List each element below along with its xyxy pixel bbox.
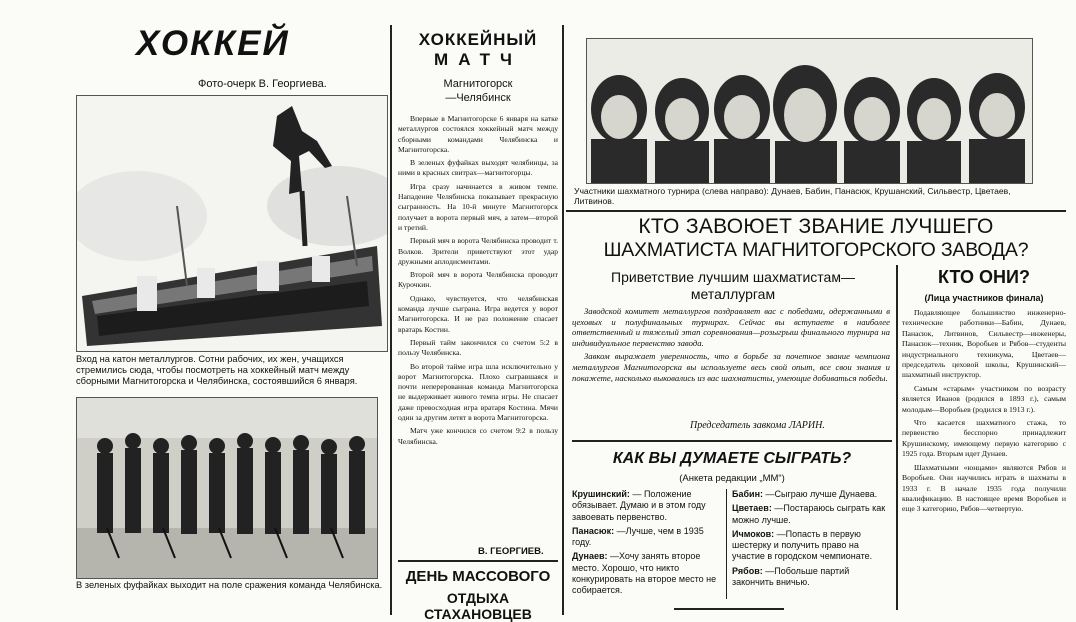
match-paragraph: Первый мяч в ворота Челябинска проводит т. Волков. Зрители приветствуют этот удар дружными аплодисментами. bbox=[398, 236, 558, 266]
survey-right-column bbox=[732, 489, 890, 607]
who-paragraph: Шахматными «юнцами» являются Рябов и Воробьев. Они научились играть в шахматы в 1933 г. В начале 1935 года получили квалификацию. В настоящее время Воробьев и еще 3 категорию, Рябов—четвертую. bbox=[902, 462, 1066, 514]
right-top-rule bbox=[566, 210, 1066, 212]
match-title-line1: ХОККЕЙНЫЙ bbox=[418, 30, 538, 49]
greeting-signature: Председатель завкома ЛАРИН. bbox=[690, 420, 825, 431]
match-paragraph: Во второй тайме игра шла исключительно у ворот Магнитогорска. Плохо сыгравшаяся и почти неперерованная команда Магнитогорска не выдерживает живого темпа игры. Не спасает даже превосходная игра вратаря Костина. Мячи один за другим летят в ворота Магнитогорска. bbox=[398, 361, 558, 423]
survey-answer: Крушинский: — Положение обязывает. Думаю и в этом году завоевать первенство. bbox=[572, 489, 706, 522]
greeting-headline-line1: Приветствие лучшим шахматистам— bbox=[611, 269, 855, 285]
match-paragraph: Однако, чувствуется, что челябинская команда лучше сыграна. Игра ведется у ворот Магнитогорска. И не раз положение спасает вратарь Костин. bbox=[398, 293, 558, 334]
survey-bottom-rule bbox=[674, 608, 784, 610]
survey-answer: Бабин: —Сыграю лучше Дунаева. bbox=[732, 489, 878, 499]
team-photo-caption: В зеленых фуфайках выходит на поле сражения команда Челябинска. bbox=[76, 580, 383, 590]
hockey-byline: Фото-очерк В. Георгиева. bbox=[198, 78, 327, 90]
survey-answer: Панасюк: —Лучше, чем в 1935 году. bbox=[572, 525, 704, 548]
match-paragraph: Первый тайм закончился со счетом 5:2 в пользу Челябинска. bbox=[398, 337, 558, 358]
chess-players-photo bbox=[586, 38, 1033, 184]
match-subtitle-line1: Магнитогорск bbox=[443, 78, 513, 90]
greeting-paragraph: Завком выражает уверенность, что в борьбе за почетное звание чемпиона металлургов Магнитогорска вы используете весь свой опыт, все свои знания и покажете, насколько выковались из вас шахматисты, умеющие добиваться победы. bbox=[572, 351, 890, 383]
chess-headline-line2: ШАХМАТИСТА МАГНИТОГОРСКОГО ЗАВОДА? bbox=[603, 239, 1029, 261]
match-subtitle-line2: —Челябинск bbox=[445, 92, 511, 104]
survey-answer: Ичмоков: —Попасть в первую шестерку и получить право на участие в городском чемпионате. bbox=[732, 528, 873, 562]
who-article bbox=[902, 308, 1066, 608]
column-rule-3 bbox=[896, 265, 898, 610]
survey-left-column bbox=[572, 489, 722, 607]
middle-rule bbox=[398, 560, 558, 562]
hockey-title: ХОККЕЙ bbox=[136, 24, 290, 63]
team-photo bbox=[76, 397, 378, 579]
survey-answer: Рябов: —Побольше партий закончить вничью. bbox=[732, 565, 850, 588]
greeting-paragraph: Заводской комитет металлургов поздравляет вас с победами, одержанными в цеховых и полуфинальных турнирах. Сейчас вы вступаете в наиболее ответственный и тяжелый этап соревнования—розыгрыш финального турнира на индивидуальное первенство завода. bbox=[572, 306, 890, 348]
survey-headline: КАК ВЫ ДУМАЕТЕ СЫГРАТЬ? bbox=[612, 450, 852, 467]
greeting-headline-line2: металлургам bbox=[690, 286, 776, 302]
column-rule-2 bbox=[562, 25, 564, 615]
match-paragraph: Игра сразу начинается в живом темпе. Нападение Челябинска показывает прекрасную сыгранность. На 10-й минуте Магнитогорск получает в ворота первый мяч, а затем—второй и третий. bbox=[398, 181, 558, 232]
column-rule-1 bbox=[390, 25, 392, 615]
match-paragraph: Матч уже кончился со счетом 9:2 в пользу Челябинска. bbox=[398, 426, 558, 446]
chess-photo-caption: Участники шахматного турнира (слева направо): Дунаев, Бабин, Панасюк, Крушанский, Сильвестр, Цветаев, Литвинов. bbox=[574, 186, 1011, 206]
match-paragraph: В зеленых фуфайках выходят челябинцы, за ними в красных свитрах—магнитогорцы. bbox=[398, 158, 558, 178]
rest-day-headline-line1: ДЕНЬ МАССОВОГО bbox=[405, 568, 551, 585]
who-paragraph: Подавляющее большинство инженерно-технические работники—Бабин, Дунаев, Панасюк, Литвинов, Сильвестр—инженеры, Панасюк—техник, Воробьев и Рябов—студенты индустриального техникума, Цветаев—председатель цеховой школы, Крушинский—шахматный инструктор. bbox=[902, 308, 1066, 380]
survey-answer: Дунаев: —Хочу занять второе место. Хорошо, что никто конкурировать на второе место не собирается. bbox=[572, 551, 717, 596]
match-paragraph: Впервые в Магнитогорске 6 января на катке металлургов состоялся хоккейный матч между сборными командами Челябинска и Магнитогорска. bbox=[398, 114, 558, 154]
greeting-text bbox=[572, 306, 890, 416]
match-article bbox=[398, 114, 558, 544]
survey-divider bbox=[726, 489, 727, 599]
stadium-gate-photo bbox=[76, 95, 388, 352]
who-paragraph: Самым «старым» участником по возрасту является Иванов (родился в 1893 г.), самым молодым—Воробьев (родился в 1913 г.). bbox=[902, 383, 1066, 414]
chess-headline-line1: КТО ЗАВОЮЕТ ЗВАНИЕ ЛУЧШЕГО bbox=[638, 215, 994, 238]
match-signature: В. ГЕОРГИЕВ. bbox=[478, 546, 544, 557]
who-headline: КТО ОНИ? bbox=[938, 267, 1030, 287]
survey-answer: Цветаев: —Постараюсь сыграть как можно лучше. bbox=[732, 503, 886, 525]
survey-subheadline: (Анкета редакции „ММ“) bbox=[679, 473, 785, 484]
match-title-line2: МАТЧ bbox=[434, 50, 522, 69]
who-paragraph: Что касается шахматного стажа, то первенство бесспорно принадлежит Крушинскому, имеющему первую категорию с 1925 года. Вторым идет Дунаев. bbox=[902, 418, 1066, 459]
survey-rule bbox=[572, 440, 892, 442]
stadium-gate-caption: Вход на катон металлургов. Сотни рабочих, их жен, учащихся стремились сюда, чтобы посмотреть на хоккейный матч между сборными Магнитогорска и Челябинска, состоявшийся 6 января. bbox=[76, 354, 358, 386]
who-subheadline: (Лица участников финала) bbox=[924, 293, 1044, 303]
match-paragraph: Второй мяч в ворота Челябинска проводит Курочкин. bbox=[398, 270, 558, 290]
rest-day-headline-line2: ОТДЫХА СТАХАНОВЦЕВ bbox=[424, 590, 532, 622]
